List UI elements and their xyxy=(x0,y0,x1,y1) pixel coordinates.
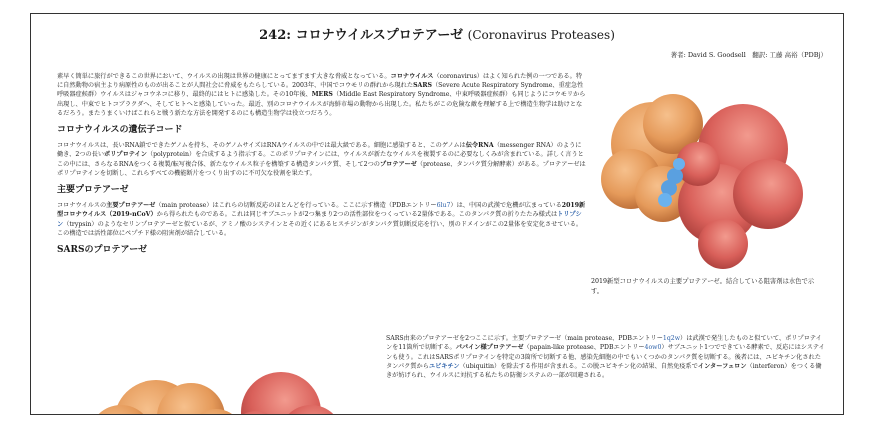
sec3-text-3: （papain-like protease、PDBエントリー xyxy=(523,344,645,352)
sec1-text-2: （messenger RNA）のように働き、2つの長い xyxy=(57,142,582,159)
article-frame xyxy=(30,13,844,415)
sec3-text-4: ）サブユニット1つでできている酵素で、反応にはシステインも使う。これはSARSポリプロテインを特定の3箇所で切断する他、感染先細胞の中でもいくつかのタンパク質を切断する。後者には、ユビキチン化されたタンパク質から xyxy=(386,344,825,370)
sars-protease-structure-image xyxy=(61,342,361,415)
sec2-text-1: コロナウイルスの xyxy=(57,202,107,210)
term-interferon: インターフェロン xyxy=(697,362,747,370)
sec1-text-3: （polyprotein）を合成するよう指示する。このポリプロテインには、ウイルスが新たなウイルスを複製するのに必要なしくみが含まれている。詳しく言うとこの中には、さらなるRNAをつくる複製/転写複合体、新たなウイルス粒子を構築する構造タンパク質、そして2つの xyxy=(57,151,584,168)
intro-text-4: （Middle East Respiratory Syndrome、中東呼吸器症候群）も同じようにコウモリから出現し、中東でヒトコブラクダへ、そしてヒトへと感染していった。最近、別のコロナウイルスが海鮮市場の動物から出現した。私たちがこの危険な敵を理解する上で構造生物学は助けとなるだろう。またうまくいけばこれらと戦う新たな方法を開発するのにも構造生物学は役立つだろう。 xyxy=(57,91,586,117)
sec2-text-5: （trypsin）のようなセリンプロテアーゼと似ているが、アミノ酸のシステインとその近くにあるヒスチジンがタンパク質切断反応を行い、別のドメインがこの2量体を安定化させている。この構造では活性部位にペプチド様の阻害剤が結合している。 xyxy=(57,220,583,237)
term-papain-like-protease: パパイン様プロテアーゼ xyxy=(455,344,524,352)
figure-1-caption: 2019新型コロナウイルスの主要プロテアーゼ。結合している阻害剤は水色で示す。 xyxy=(591,278,815,295)
title-japanese: 242: コロナウイルスプロテアーゼ xyxy=(259,28,464,43)
sec3-text-1: SARS由来のプロテアーゼを2つここに示す。主要プロテアーゼ（main protease、PDBエントリー xyxy=(386,335,663,342)
sec1-text-4: （protease、タンパク質分解酵素）がある。プロテアーゼはポリプロテインを切断し、これらすべての機能断片をつくり出すのに不可欠な役割を果たす。 xyxy=(57,160,586,177)
term-ubiquitin-link[interactable]: ユビキチン xyxy=(428,362,460,370)
main-protease-paragraph xyxy=(57,201,587,238)
sec3-text-6: （interferon）をつくる働きが妨げられ、ウイルスに対抗する私たちの防衛システムの一部が回避される。 xyxy=(386,362,822,380)
sars-protease-paragraph xyxy=(386,334,826,380)
sec2-text-3: ）は、中国の武漢で危機が広まっている xyxy=(450,202,562,210)
author-credit: 著者: David S. Goodsell 翻訳: 工藤 高裕（PDBj） xyxy=(670,51,827,59)
section-heading-main-protease: 主要プロテアーゼ xyxy=(57,185,129,196)
intro-paragraph xyxy=(57,72,587,118)
term-mrna: 伝令RNA xyxy=(465,142,494,150)
intro-text-3: （Severe Acute Respiratory Syndrome、重症急性呼吸器症候群）ウイルスはジャコウネコに移り、最終的にはヒトに感染した。その10年後、 xyxy=(57,82,584,99)
sec2-text-4: から得られたものである。これは同じサブユニットが2つ集まり2つの活性部位をつくっている2量体である。このタンパク質の折りたたみ様式は xyxy=(156,211,558,219)
main-text-column xyxy=(57,72,587,261)
sec1-text-1: コロナウイルスは、長いRNA鎖でできたゲノムを持ち、そのゲノムサイズはRNAウイルスの中では最大級である。細胞に感染すると、このゲノムは xyxy=(57,142,466,150)
term-main-protease: 主要プロテアーゼ xyxy=(106,202,156,210)
sec2-text-2: （main protease）はこれらの切断反応のほとんどを行っている。ここに示す構造（PDBエントリー xyxy=(155,202,437,210)
page-title xyxy=(31,24,843,43)
term-trypsin-link[interactable]: トリプシン xyxy=(57,211,582,228)
term-2019-ncov: 2019新型コロナウイルス（2019-nCoV） xyxy=(57,202,586,219)
pdb-link-6lu7[interactable]: 6lu7 xyxy=(436,202,451,210)
term-coronavirus: コロナウイルス xyxy=(390,73,434,80)
main-protease-structure-image xyxy=(593,84,813,276)
sars-main-protease-orange xyxy=(89,380,244,415)
section-heading-genetic-code: コロナウイルスの遺伝子コード xyxy=(57,125,183,136)
section-heading-sars-protease: SARSのプロテアーゼ xyxy=(57,245,148,256)
term-protease: プロテアーゼ xyxy=(379,160,417,168)
sars-papain-like-protease-red xyxy=(230,372,343,415)
term-polyprotein: ポリプロテイン xyxy=(104,151,147,159)
intro-text-2: （coronavirus）はよく知られた例の一つである。特に自然動物の宿主より病原性のものが出ることが人間社会に脅威をもたらしている。2003年、中国でコウモリの群れから現れた xyxy=(57,73,582,90)
genetic-code-paragraph xyxy=(57,141,587,178)
title-english: (Coronavirus Proteases) xyxy=(467,28,615,42)
term-mers: MERS xyxy=(311,91,333,99)
pdb-link-1q2w[interactable]: 1q2w xyxy=(662,335,681,342)
pdb-link-4ow0[interactable]: 4ow0 xyxy=(644,344,662,352)
intro-text-1: 素早く簡単に旅行ができるこの世界において、ウイルスの出現は世界の健康にとってますます大きな脅威となっている。 xyxy=(57,73,391,80)
sec3-text-2: ）は武漢で発生したものと似ていて、ポリプロテインを11箇所で切断する。 xyxy=(386,335,822,352)
term-sars: SARS xyxy=(413,82,432,90)
sec3-text-5: （ubiquitin）を除去する作用が含まれる。この脱ユビキチン化の結果、自然免疫系で xyxy=(459,362,698,370)
